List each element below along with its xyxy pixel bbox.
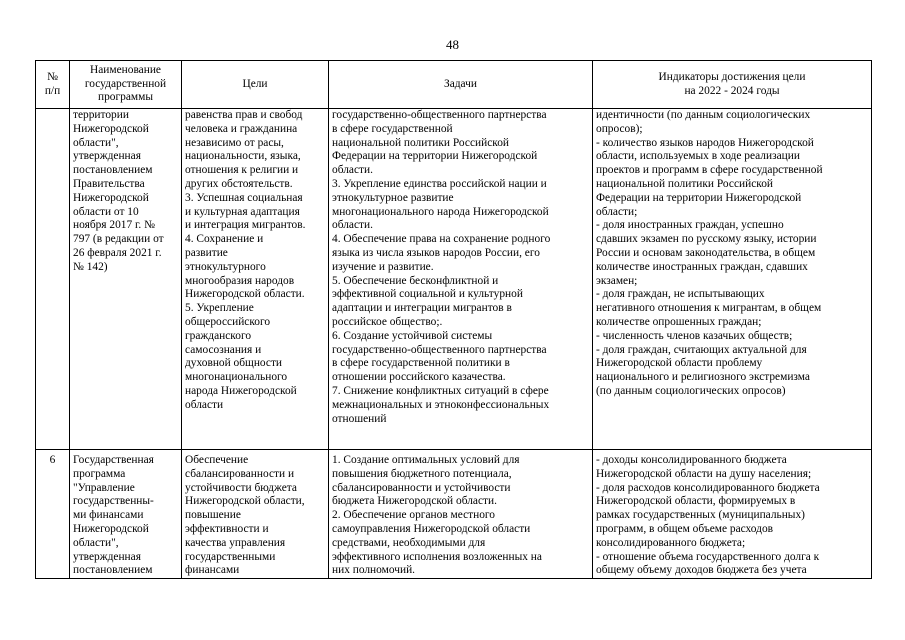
- text-line: постановлением: [73, 164, 153, 177]
- text-line: количестве иностранных граждан, сдавших: [596, 260, 808, 273]
- goals-cell: [182, 450, 329, 579]
- text-line: - доля граждан, считающих актуальной для: [596, 343, 807, 356]
- table-row: [36, 109, 872, 450]
- text-line: экзамен;: [596, 274, 638, 287]
- text-line: Нижегородской: [73, 191, 149, 204]
- text-line: Федерации на территории Нижегородской: [596, 191, 802, 204]
- text-line: национальной политики Российской: [596, 177, 774, 190]
- text-line: эффективного исполнения возложенных на: [332, 550, 542, 563]
- text-line: Нижегородской области на душу населения;: [596, 467, 812, 480]
- text-line: утвержденная: [73, 150, 141, 163]
- text-line: изучение и развитие.: [332, 260, 434, 273]
- text-line: области",: [73, 536, 119, 549]
- text-line: сдавших экзамен по русскому языку, истории: [596, 233, 817, 246]
- text-line: идентичности (по данным социологических: [596, 109, 811, 121]
- text-line: государственными: [185, 550, 276, 563]
- row-num: 6: [36, 450, 70, 579]
- text-line: национальной политики Российской: [332, 136, 510, 149]
- text-line: независимо от расы,: [185, 136, 284, 149]
- text-line: Правительства: [73, 177, 145, 190]
- text-line: 3. Успешная социальная: [185, 191, 303, 204]
- text-line: государственной: [84, 77, 167, 90]
- text-line: государственны-: [73, 495, 154, 508]
- text-line: 4. Сохранение и: [185, 233, 264, 246]
- text-line: Федерации на территории Нижегородской: [332, 150, 538, 163]
- text-line: Индикаторы достижения цели: [658, 70, 806, 83]
- text-line: бюджета Нижегородской области.: [332, 495, 497, 508]
- header-tasks: [329, 61, 593, 109]
- text-line: самоуправления Нижегородской области: [332, 522, 531, 535]
- text-line: программы: [98, 91, 153, 104]
- text-line: Наименование: [90, 63, 161, 76]
- text-line: области.: [332, 164, 373, 177]
- text-line: рамках государственных (муниципальных): [596, 509, 805, 522]
- text-line: Задачи: [444, 77, 477, 90]
- text-line: гражданского: [185, 329, 252, 342]
- text-line: качества управления: [185, 536, 286, 549]
- text-line: эффективности и: [185, 522, 269, 535]
- text-line: 7. Снижение конфликтных ситуаций в сфере: [332, 384, 549, 397]
- text-line: № 142): [73, 260, 108, 273]
- text-line: постановлением: [73, 564, 153, 577]
- text-line: повышение: [185, 509, 241, 522]
- text-line: - отношение объема государственного долга к: [596, 550, 820, 563]
- text-line: отношении российского казачества.: [332, 371, 506, 384]
- text-line: - доля иностранных граждан, успешно: [596, 219, 784, 232]
- text-line: 6. Создание устойчивой системы: [332, 329, 493, 342]
- text-line: - доля граждан, не испытывающих: [596, 288, 765, 301]
- text-line: №: [47, 70, 58, 83]
- text-line: отношения к религии и: [185, 164, 299, 177]
- goals-cell: [182, 109, 329, 450]
- program-name-cell: [70, 109, 182, 450]
- text-line: сбалансированности и: [185, 467, 295, 480]
- header-program: [70, 61, 182, 109]
- text-line: 5. Укрепление: [185, 302, 254, 315]
- programs-table: [35, 60, 872, 579]
- text-line: национальности, языка,: [185, 150, 301, 163]
- header-num: [36, 61, 70, 109]
- page-number: 48: [446, 37, 459, 52]
- text-line: отношений: [332, 412, 387, 425]
- text-line: национального и религиозного экстремизма: [596, 371, 810, 384]
- text-line: в сфере государственной: [332, 122, 453, 135]
- text-line: общему объему доходов бюджета без учета: [596, 564, 807, 577]
- text-line: духовной общности: [185, 357, 283, 370]
- text-line: программа: [73, 467, 126, 480]
- text-line: ноября 2017 г. №: [73, 219, 155, 232]
- text-line: сбалансированности и устойчивости: [332, 481, 511, 494]
- text-line: Нижегородской: [73, 522, 149, 535]
- text-line: - доходы консолидированного бюджета: [596, 454, 787, 466]
- text-line: российское общество;.: [332, 315, 443, 328]
- text-line: - численность членов казачьих обществ;: [596, 329, 793, 342]
- text-line: Цели: [242, 77, 268, 90]
- text-line: 1. Создание оптимальных условий для: [332, 454, 520, 466]
- text-line: на 2022 - 2024 годы: [684, 84, 780, 97]
- text-line: области, используемых в ходе реализации: [596, 150, 800, 163]
- text-line: опросов);: [596, 122, 643, 135]
- table-row: [36, 450, 872, 579]
- text-line: этнокультурного: [185, 260, 266, 273]
- text-line: человека и гражданина: [185, 122, 298, 135]
- text-line: Нижегородской области,: [185, 495, 305, 508]
- row-num: [36, 109, 70, 450]
- text-line: п/п: [44, 84, 61, 97]
- header-goals: [182, 61, 329, 109]
- text-line: самосознания и: [185, 343, 262, 356]
- text-line: народа Нижегородской: [185, 384, 297, 397]
- text-line: Нижегородской области, формируемых в: [596, 495, 796, 508]
- text-line: 3. Укрепление единства российской нации и: [332, 177, 547, 190]
- text-line: них полномочий.: [332, 564, 416, 577]
- text-line: этнокультурное развитие: [332, 191, 454, 204]
- text-line: проектов и программ в сфере государственной: [596, 164, 823, 177]
- text-line: утвержденная: [73, 550, 141, 563]
- text-line: языка из числа языков народов России, его: [332, 246, 540, 259]
- text-line: многонационального: [185, 371, 288, 384]
- text-line: эффективной социальной и культурной: [332, 288, 523, 301]
- indicators-cell: [593, 450, 872, 579]
- text-line: других обстоятельств.: [185, 177, 293, 190]
- text-line: "Управление: [73, 481, 135, 494]
- text-line: Нижегородской области проблему: [596, 357, 763, 370]
- text-line: Обеспечение: [185, 454, 249, 466]
- text-line: равенства прав и свобод: [185, 109, 303, 121]
- text-line: Государственная: [73, 454, 154, 466]
- text-line: - количество языков народов Нижегородской: [596, 136, 814, 149]
- tasks-cell: [329, 450, 593, 579]
- text-line: 26 февраля 2021 г.: [73, 246, 162, 259]
- text-line: области от 10: [73, 205, 139, 218]
- text-line: программ, в общем объеме расходов: [596, 522, 774, 535]
- text-line: области.: [332, 219, 373, 232]
- text-line: Нижегородской: [73, 122, 149, 135]
- program-name-cell: [70, 450, 182, 579]
- text-line: общероссийского: [185, 315, 271, 328]
- text-line: межнациональных и этноконфессиональных: [332, 398, 550, 411]
- text-line: устойчивости бюджета: [185, 481, 297, 494]
- text-line: - доля расходов консолидированного бюджета: [596, 481, 820, 494]
- text-line: средствами, необходимыми для: [332, 536, 486, 549]
- text-line: 2. Обеспечение органов местного: [332, 509, 495, 522]
- text-line: негативного отношения к мигрантам, в общем: [596, 302, 822, 315]
- text-line: 797 (в редакции от: [73, 233, 164, 246]
- text-line: консолидированного бюджета;: [596, 536, 746, 549]
- text-line: Нижегородской области.: [185, 288, 305, 301]
- text-line: (по данным социологических опросов): [596, 384, 786, 397]
- text-line: области",: [73, 136, 119, 149]
- text-line: территории: [73, 109, 129, 121]
- text-line: в сфере государственной политики в: [332, 357, 510, 370]
- text-line: количестве опрошенных граждан;: [596, 315, 762, 328]
- text-line: 4. Обеспечение права на сохранение родного: [332, 233, 551, 246]
- text-line: ми финансами: [73, 509, 144, 522]
- text-line: России и основам законодательства, в общем: [596, 246, 816, 259]
- text-line: области;: [596, 205, 638, 218]
- text-line: повышения бюджетного потенциала,: [332, 467, 512, 480]
- text-line: государственно-общественного партнерства: [332, 109, 547, 121]
- text-line: финансами: [185, 564, 240, 577]
- text-line: многообразия народов: [185, 274, 295, 287]
- text-line: и интеграция мигрантов.: [185, 219, 306, 232]
- text-line: 5. Обеспечение бесконфликтной и: [332, 274, 499, 287]
- text-line: государственно-общественного партнерства: [332, 343, 547, 356]
- text-line: многонационального народа Нижегородской: [332, 205, 549, 218]
- indicators-cell: [593, 109, 872, 450]
- text-line: области: [185, 398, 224, 411]
- text-line: и культурная адаптация: [185, 205, 300, 218]
- tasks-cell: [329, 109, 593, 450]
- text-line: развитие: [185, 246, 228, 259]
- text-line: адаптации и интеграции мигрантов в: [332, 302, 512, 315]
- header-row: [36, 61, 872, 109]
- header-indicators: [593, 61, 872, 109]
